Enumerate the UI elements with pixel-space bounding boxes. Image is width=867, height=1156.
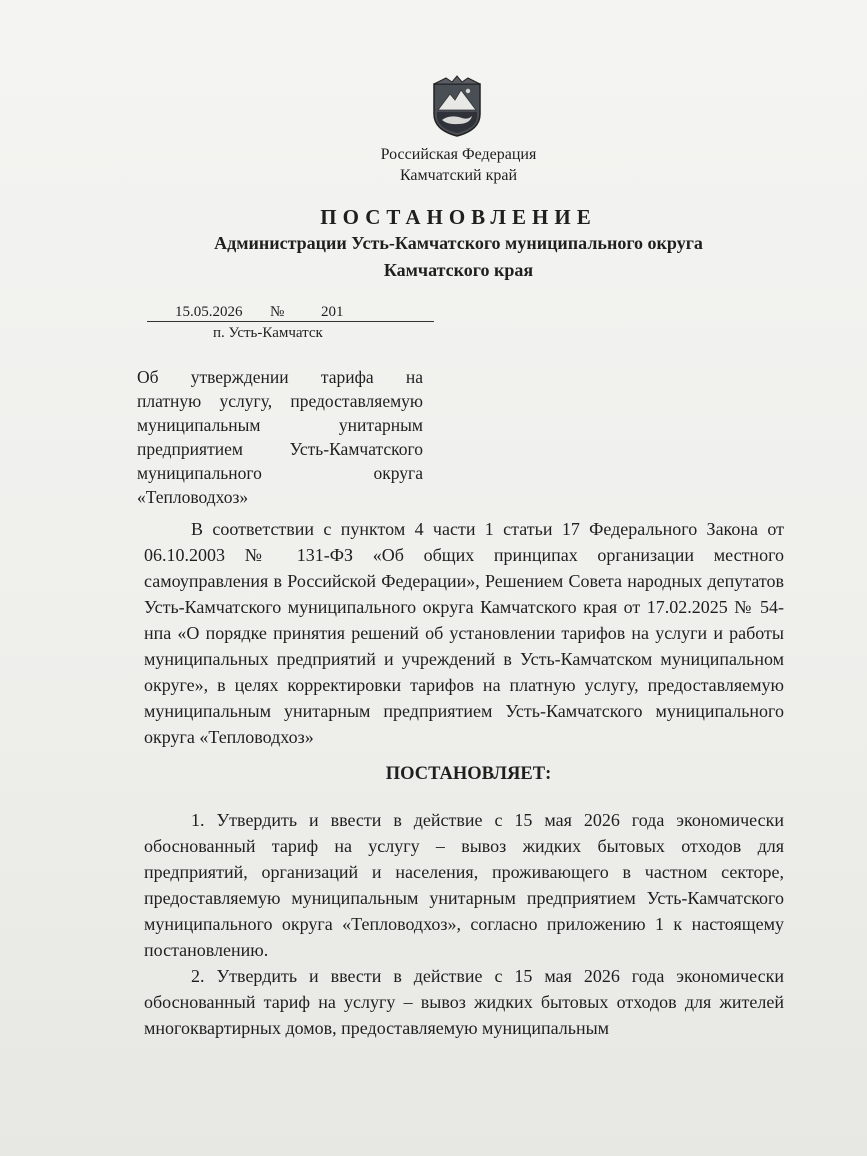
document-date: 15.05.2026 <box>175 304 243 320</box>
document-number: 201 <box>321 304 344 320</box>
document-place: п. Усть-Камчатск <box>213 325 323 341</box>
document-subject <box>137 365 423 509</box>
region-name: Камчатский край <box>399 167 518 184</box>
decree-heading: ПОСТАНОВЛЯЕТ: <box>385 764 552 784</box>
subject-line: платную услугу, предоставляемую <box>137 391 423 411</box>
subject-line: Об утверждении тарифа на <box>137 367 423 387</box>
item-2-paragraph: 2. Утвердить и ввести в действие с 15 мая 2026 года экономически обоснованный тариф на услугу – вывоз жидких бытовых отходов для жителей многоквартирных домов, предоставляемую муниципальным <box>144 966 784 1038</box>
item-1-paragraph: 1. Утвердить и ввести в действие с 15 мая 2026 года экономически обоснованный тариф на услугу – вывоз жидких бытовых отходов для предприятий, организаций и населения, проживающего в частном секторе, предоставляемую муниципальным унитарным предприятием Усть-Камчатского муниципального округа «Тепловодхоз», согласно приложению 1 к настоящему постановлению. <box>144 810 784 960</box>
document-type: ПОСТАНОВЛЕНИЕ <box>320 205 597 229</box>
issuer-block <box>0 230 867 284</box>
preamble-paragraph: В соответствии с пунктом 4 части 1 статьи 17 Федерального Закона от 06.10.2003 № 131-ФЗ «Об общих принципах организации местного самоуправления в Российской Федерации», Решением Совета народных депутатов Усть-Камчатского муниципального округа Камчатского края от 17.02.2025 № 54-нпа «О порядке принятия решений об установлении тарифов на услуги и работы муниципальных предприятий и учреждений в Усть-Камчатском муниципальном округе», в целях корректировки тарифов на платную услугу, предоставляемую муниципальным унитарным предприятием Усть-Камчатского муниципального округа «Тепловодхоз» <box>144 519 784 747</box>
subject-line: «Тепловодхоз» <box>137 487 249 507</box>
country-name: Российская Федерация <box>380 146 537 163</box>
number-sign: № <box>270 304 285 320</box>
registration-line <box>147 303 434 322</box>
header-country-block <box>0 144 867 186</box>
subject-line: предприятием Усть-Камчатского <box>137 439 423 459</box>
subject-line: муниципальным унитарным <box>137 415 423 435</box>
coat-of-arms-icon <box>428 74 486 138</box>
issuer-line-1: Администрации Усть-Камчатского муниципального округа <box>214 233 703 253</box>
subject-line: муниципального округа <box>137 463 423 483</box>
issuer-line-2: Камчатского края <box>383 260 534 280</box>
